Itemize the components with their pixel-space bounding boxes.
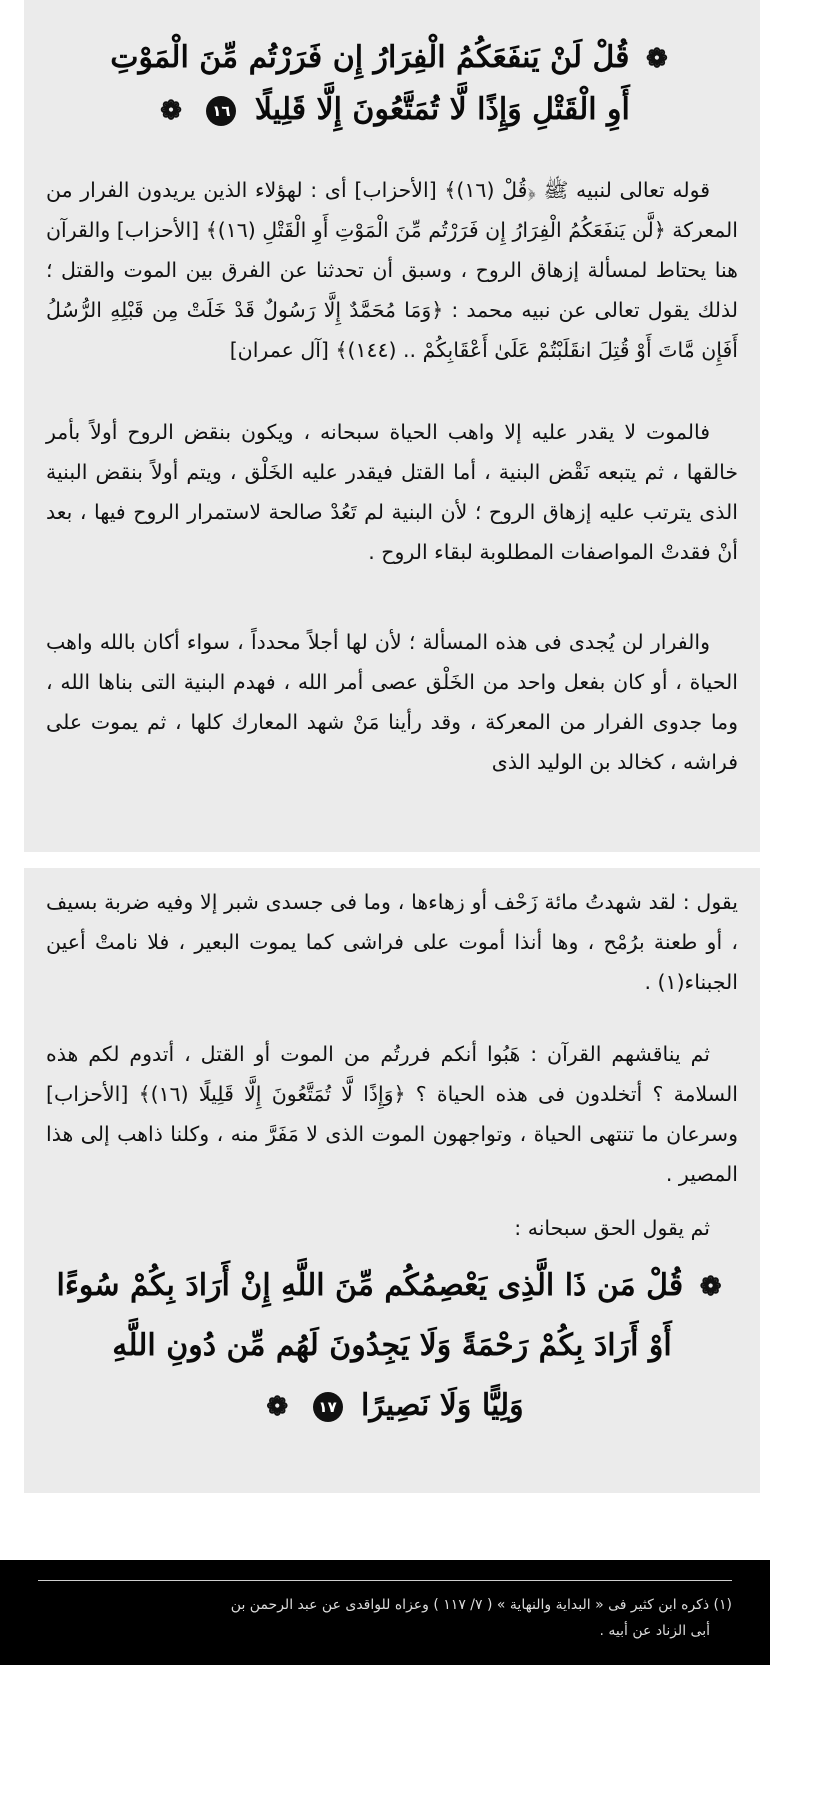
footnote-line-1: (١) ذكره ابن كثير فى « البداية والنهاية » ( ٧/ ١١٧ ) وعزاه للواقدى عن عبد الرحمن بن bbox=[230, 1597, 732, 1613]
verse-16 bbox=[24, 40, 760, 140]
verse-17-line-2 bbox=[24, 1328, 760, 1363]
verse-17-text-2: أَوْ أَرَادَ بِكُمْ رَحْمَةً وَلَا يَجِدُونَ لَهُم مِّن دُونِ اللَّهِ bbox=[112, 1328, 672, 1363]
page-block-bottom bbox=[24, 868, 760, 1493]
footnote-line-2: أبى الزناد عن أبيه . bbox=[599, 1623, 710, 1639]
page-block-top bbox=[24, 0, 760, 852]
verse-16-text-2: أَوِ الْقَتْلِ وَإِذًا لَّا تُمَتَّعُونَ إِلَّا قَلِيلًا bbox=[254, 92, 630, 127]
ornament-icon: ❁ bbox=[645, 44, 668, 74]
verse-17 bbox=[24, 1268, 760, 1468]
verse-17-line-1 bbox=[24, 1268, 760, 1303]
verse-16-text-1: قُلْ لَنْ يَنفَعَكُمُ الْفِرَارُ إِن فَرَرْتُم مِّنَ الْمَوْتِ bbox=[110, 40, 630, 75]
footnote-area bbox=[0, 1560, 770, 1665]
paragraph-5: ثم يناقشهم القرآن : هَبُوا أنكم فررتُم من الموت أو القتل ، أتدوم لكم هذه السلامة ؟ أتخلدون فى هذه الحياة ؟ ﴿وَإِذًا لَّا تُمَتَّعُونَ إِلَّا قَلِيلًا (١٦)﴾ [الأحزاب] وسرعان ما تنتهى الحياة ، وتواجهون الموت الذى لا مَفَرَّ منه ، وكلنا ذاهب إلى هذا المصير . bbox=[46, 1042, 738, 1186]
ayah-number-icon: ١٧ bbox=[313, 1392, 343, 1422]
ornament-icon: ❁ bbox=[699, 1272, 722, 1302]
verse-17-line-3 bbox=[24, 1388, 760, 1423]
paragraph-2: فالموت لا يقدر عليه إلا واهب الحياة سبحانه ، ويكون بنقض الروح أولاً بأمر خالقها ، ثم يتبعه نَقْض البنية ، أما القتل فيقدر عليه الخَلْق ، ويتم أولاً بنقض البنية الذى يترتب عليه إزهاق الروح ؛ لأن البنية لم تَعُدْ صالحة لاستمرار الروح فيها ، بعد أنْ فقدتْ المواصفات المطلوبة لبقاء الروح . bbox=[46, 420, 738, 564]
footnote bbox=[38, 1592, 732, 1644]
paragraph-3: والفرار لن يُجدى فى هذه المسألة ؛ لأن لها أجلاً محدداً ، سواء أكان بالله واهب الحياة ، أو كان بفعل واحد من الخَلْق عصى أمر الله ، فهدم البنية التى بناها الله ، وما جدوى الفرار من المعركة ، وقد رأينا مَنْ شهد المعارك كلها ، ثم يموت على فراشه ، كخالد بن الوليد الذى bbox=[46, 630, 738, 774]
footnote-divider bbox=[38, 1580, 732, 1581]
paragraph-4: يقول : لقد شهدتُ مائة زَحْف أو زهاءها ، وما فى جسدى شبر إلا وفيه ضربة بسيف ، أو طعنة برُمْح ، وها أنذا أموت على فراشى كما يموت البعير ، فلا نامتْ أعين الجبناء(١) . bbox=[46, 890, 738, 994]
ornament-icon: ❁ bbox=[266, 1392, 289, 1422]
paragraph-6: ثم يقول الحق سبحانه : bbox=[514, 1216, 710, 1240]
verse-17-text-3: وَلِيًّا وَلَا نَصِيرًا bbox=[361, 1388, 524, 1423]
paragraph-1: قوله تعالى لنبيه ﷺ ﴿قُلْ (١٦)﴾ [الأحزاب] أى : لهؤلاء الذين يريدون الفرار من المعركة ﴿لَّن يَنفَعَكُمُ الْفِرَارُ إِن فَرَرْتُم مِّنَ الْمَوْتِ أَوِ الْقَتْلِ (١٦)﴾ [الأحزاب] والقرآن هنا يحتاط لمسألة إزهاق الروح ، وسبق أن تحدثنا عن الفرق بين الموت والقتل ؛ لذلك يقول تعالى عن نبيه محمد : ﴿وَمَا مُحَمَّدٌ إِلَّا رَسُولٌ قَدْ خَلَتْ مِن قَبْلِهِ الرُّسُلُ أَفَإِن مَّاتَ أَوْ قُتِلَ انقَلَبْتُمْ عَلَىٰ أَعْقَابِكُمْ .. (١٤٤)﴾ [آل عمران] bbox=[46, 178, 738, 362]
ayah-number-icon: ١٦ bbox=[206, 96, 236, 126]
ornament-icon: ❁ bbox=[160, 96, 182, 126]
verse-17-text-1: قُلْ مَن ذَا الَّذِى يَعْصِمُكُم مِّنَ اللَّهِ إِنْ أَرَادَ بِكُمْ سُوءًا bbox=[56, 1268, 684, 1303]
verse-16-line-1 bbox=[24, 40, 760, 75]
verse-16-line-2 bbox=[24, 92, 760, 127]
